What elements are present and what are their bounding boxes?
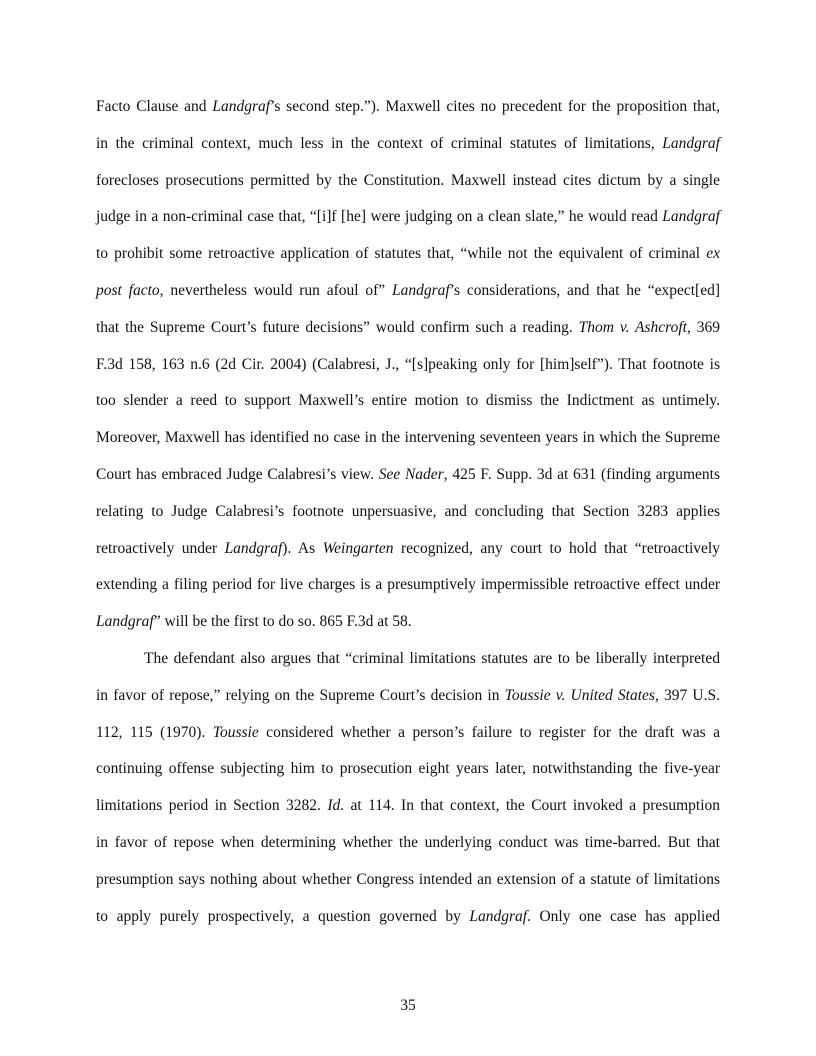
text-run: Facto Clause and (96, 98, 213, 115)
text-run: , 425 F. Supp. 3d at 631 (finding arguments (443, 466, 720, 483)
text-line (96, 723, 720, 743)
italic-text: See Nader (378, 466, 444, 483)
page-number: 35 (400, 997, 416, 1014)
text-line (96, 318, 720, 338)
text-run: ” will be the first to do so. 865 F.3d at 58. (153, 613, 412, 631)
text-run: 112, 115 (1970). (96, 723, 213, 741)
text-line (96, 796, 720, 816)
text-line (96, 870, 720, 890)
italic-text: Id. (327, 797, 345, 815)
text-line (96, 686, 720, 706)
italic-text: post facto (96, 282, 160, 299)
italic-text: ex (706, 245, 720, 263)
text-line (96, 465, 720, 485)
text-run: Court has embraced Judge Calabresi’s view. (96, 466, 379, 483)
text-run: presumption says nothing about whether Congress intended an extension of a statute of limitations (96, 870, 720, 888)
text-line (96, 134, 720, 154)
text-run: F.3d 158, 163 n.6 (2d Cir. 2004) (Calabresi, J., “[s]peaking only for [him]self”). That footnote is (96, 355, 720, 373)
italic-text: Landgraf (662, 208, 720, 226)
italic-text: Landgraf (96, 613, 154, 631)
text-line (96, 575, 720, 595)
text-run: Moreover, Maxwell has identified no case in the intervening seventeen years in which the Supreme (96, 429, 720, 447)
text-run: ’s second step.”). Maxwell cites no precedent for the proposition that, (270, 98, 720, 115)
text-run: relating to Judge Calabresi’s footnote unpersuasive, and concluding that Section 3283 applies (96, 502, 720, 520)
text-run: extending a filing period for live charges is a presumptively impermissible retroactive effect under (96, 576, 720, 594)
text-run: limitations period in Section 3282. (96, 797, 328, 815)
text-line (96, 428, 720, 448)
text-line (96, 281, 720, 301)
text-line (96, 907, 720, 927)
text-run: that the Supreme Court’s future decisions” would confirm such a reading. (96, 318, 579, 336)
text-line (96, 207, 720, 227)
text-run: ’s considerations, and that he “expect[ed] (449, 282, 720, 299)
text-line (96, 833, 720, 853)
italic-text: Landgraf (662, 134, 720, 152)
italic-text: Toussie v. United States (504, 686, 655, 704)
text-run: The defendant also argues that “criminal limitations statutes are to be liberally interpreted (144, 650, 720, 667)
italic-text: Landgraf (212, 98, 271, 115)
text-run: in favor of repose,” relying on the Supreme Court’s decision in (96, 686, 505, 704)
text-run: at 114. In that context, the Court invoked a presumption (344, 797, 721, 815)
text-line (96, 391, 720, 411)
text-line (96, 171, 720, 191)
italic-text: Toussie (212, 723, 259, 741)
text-run: , 369 (687, 318, 721, 336)
text-run: in favor of repose when determining whether the underlying conduct was time-barred. But that (96, 834, 720, 851)
italic-text: Weingarten (322, 539, 394, 557)
text-run: considered whether a person’s failure to register for the draft was a (258, 723, 720, 741)
italic-text: Thom v. Ashcroft (578, 318, 687, 336)
text-run: continuing offense subjecting him to prosecution eight years later, notwithstanding the five-year (96, 760, 720, 778)
text-line (96, 502, 720, 522)
text-line (96, 759, 720, 779)
text-run: to prohibit some retroactive application of statutes that, “while not the equivalent of criminal (96, 245, 707, 263)
text-run: judge in a non-criminal case that, “[i]f [he] were judging on a clean slate,” he would read (96, 208, 663, 226)
text-run: ). As (282, 539, 323, 557)
text-line (96, 97, 720, 117)
text-run: recognized, any court to hold that “retroactively (393, 539, 720, 557)
text-line (144, 649, 720, 669)
text-run: forecloses prosecutions permitted by the Constitution. Maxwell instead cites dictum by a single (96, 171, 720, 189)
text-run: too slender a reed to support Maxwell’s entire motion to dismiss the Indictment as untimely. (96, 392, 720, 410)
text-line (96, 539, 720, 559)
italic-text: Landgraf (469, 907, 528, 925)
text-run: in the criminal context, much less in the context of criminal statutes of limitations, (96, 134, 663, 152)
text-run: , nevertheless would run afoul of” (159, 282, 392, 299)
text-run: . Only one case has applied (527, 907, 720, 925)
text-line (96, 355, 720, 375)
text-line (96, 612, 720, 632)
italic-text: Landgraf (224, 539, 283, 557)
text-run: , 397 U.S. (654, 686, 720, 704)
text-run: retroactively under (96, 539, 225, 557)
text-run: to apply purely prospectively, a question governed by (96, 907, 470, 925)
text-line (96, 244, 720, 264)
italic-text: Landgraf (391, 282, 450, 299)
